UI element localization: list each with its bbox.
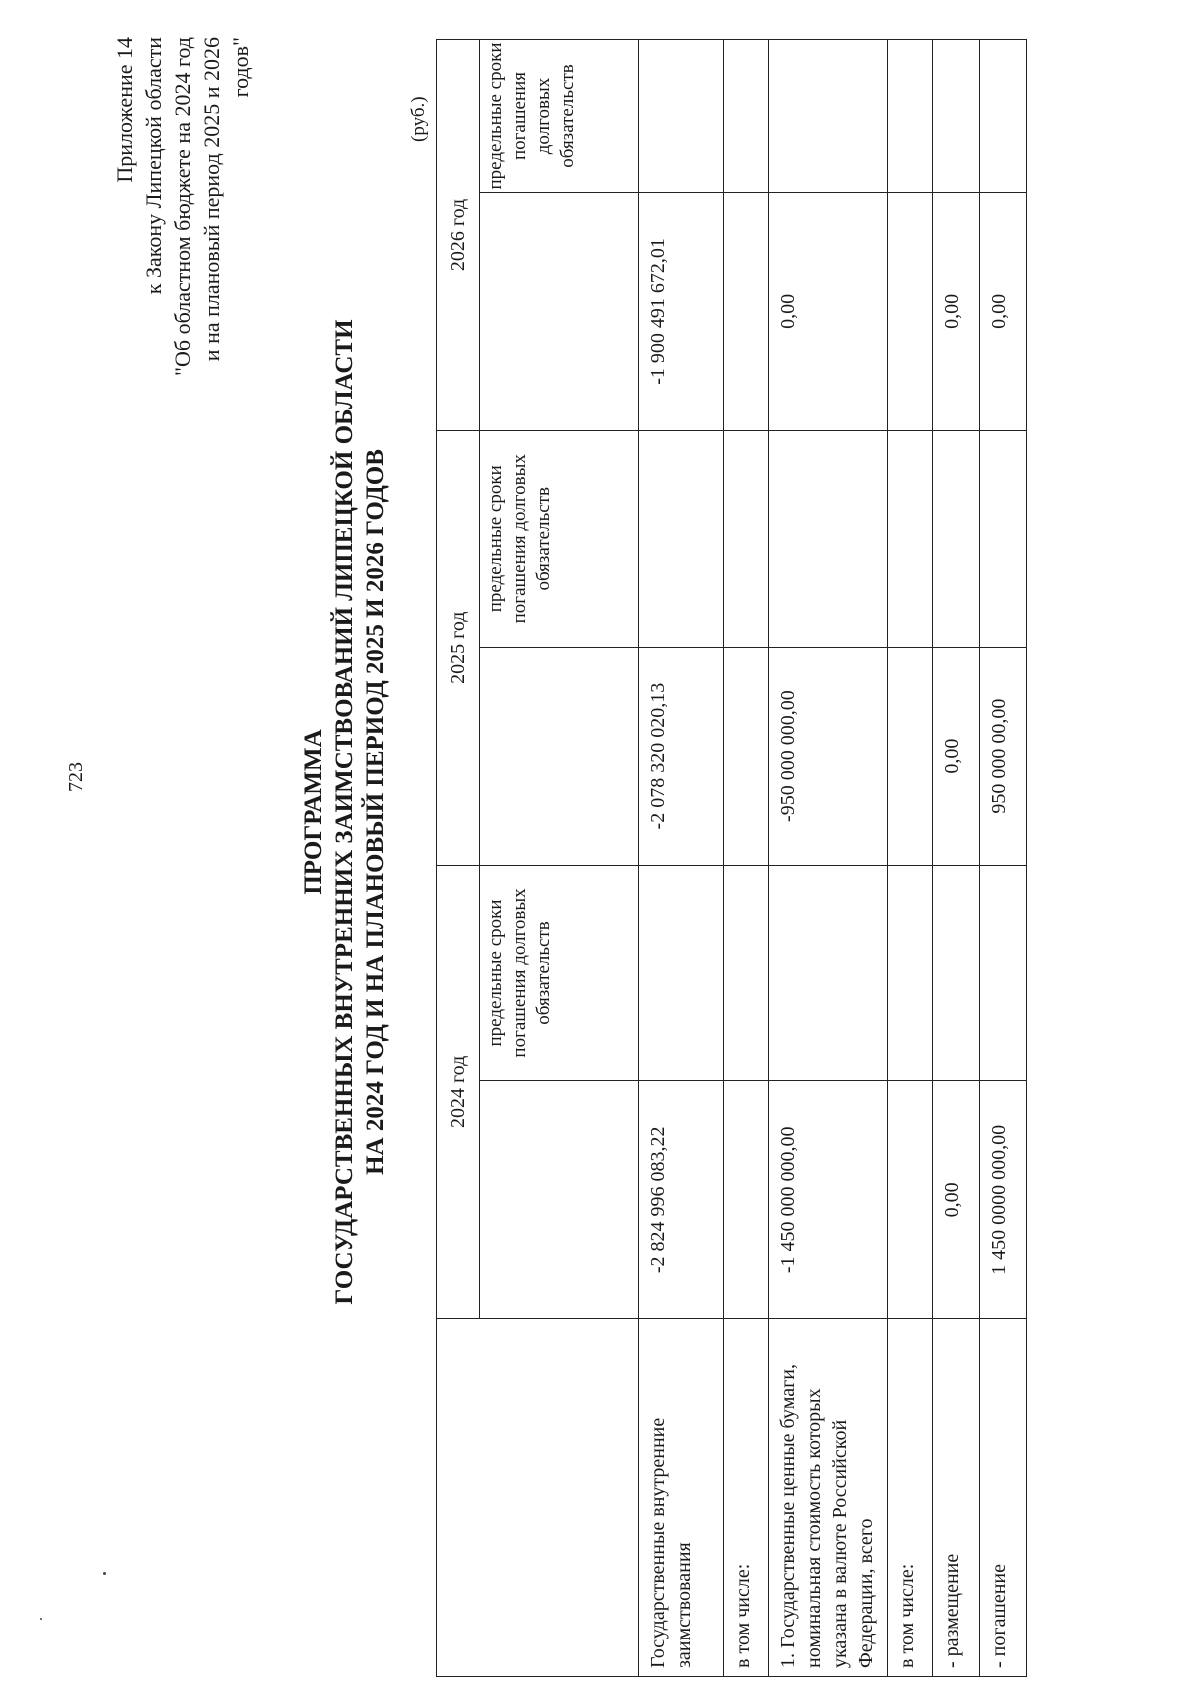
scan-speck bbox=[40, 1618, 42, 1620]
page-number: 723 bbox=[65, 762, 87, 792]
table-row bbox=[888, 40, 933, 1677]
header-term-2024: предельные сроки погашения долговых обязательств bbox=[480, 865, 639, 1081]
cell-term-2024 bbox=[639, 865, 724, 1081]
appendix-line-3: "Об областном бюджете на 2024 год bbox=[170, 37, 195, 376]
cell-amount-2026 bbox=[724, 193, 769, 431]
table-row bbox=[933, 40, 980, 1677]
cell-amount-2024: -1 450 000 000,00 bbox=[769, 1081, 888, 1319]
cell-term-2026 bbox=[769, 40, 888, 193]
title-line-1: ПРОГРАММА bbox=[300, 729, 327, 895]
header-row-years bbox=[437, 40, 480, 1677]
header-amount-2024 bbox=[480, 1081, 639, 1319]
title-line-3: НА 2024 ГОД И НА ПЛАНОВЫЙ ПЕРИОД 2025 И 2026 ГОДОВ bbox=[362, 449, 389, 1175]
cell-term-2026 bbox=[639, 40, 724, 193]
header-amount-2026 bbox=[480, 193, 639, 431]
appendix-note bbox=[110, 37, 255, 377]
cell-amount-2025 bbox=[724, 647, 769, 865]
cell-term-2025 bbox=[933, 430, 980, 647]
table-row bbox=[639, 40, 724, 1677]
row-label: - размещение bbox=[933, 1319, 980, 1677]
scan-speck bbox=[103, 1572, 106, 1575]
unit-label: (руб.) bbox=[408, 96, 429, 142]
header-year-2025: 2025 год bbox=[437, 430, 480, 865]
row-label: - погашение bbox=[980, 1319, 1027, 1677]
cell-term-2025 bbox=[724, 430, 769, 647]
cell-amount-2026: -1 900 491 672,01 bbox=[639, 193, 724, 431]
cell-amount-2025: -2 078 320 020,13 bbox=[639, 647, 724, 865]
cell-term-2024 bbox=[933, 865, 980, 1081]
header-corner-cell bbox=[437, 1319, 639, 1677]
cell-amount-2025: -950 000 000,00 bbox=[769, 647, 888, 865]
cell-term-2024 bbox=[888, 865, 933, 1081]
cell-term-2024 bbox=[980, 865, 1027, 1081]
cell-amount-2026 bbox=[888, 193, 933, 431]
cell-amount-2025: 0,00 bbox=[933, 647, 980, 865]
cell-term-2025 bbox=[769, 430, 888, 647]
cell-amount-2024: 1 450 0000 000,00 bbox=[980, 1081, 1027, 1319]
cell-amount-2025 bbox=[888, 647, 933, 865]
cell-amount-2024: 0,00 bbox=[933, 1081, 980, 1319]
cell-amount-2024: -2 824 996 083,22 bbox=[639, 1081, 724, 1319]
cell-amount-2024 bbox=[724, 1081, 769, 1319]
appendix-line-4: и на плановый период 2025 и 2026 годов" bbox=[199, 37, 253, 362]
cell-term-2026 bbox=[980, 40, 1027, 193]
row-label: 1. Государственные ценные бумаги, номинальная стоимость которых указана в валюте Российской Федерации, всего bbox=[769, 1319, 888, 1677]
cell-amount-2025: 950 000 00,00 bbox=[980, 647, 1027, 865]
title-line-2: ГОСУДАРСТВЕННЫХ ВНУТРЕННИХ ЗАИМСТВОВАНИЙ ЛИПЕЦКОЙ ОБЛАСТИ bbox=[331, 319, 358, 1305]
table-row bbox=[724, 40, 769, 1677]
row-label: в том числе: bbox=[888, 1319, 933, 1677]
table-row bbox=[980, 40, 1027, 1677]
appendix-line-1: Приложение 14 bbox=[112, 37, 137, 183]
cell-term-2025 bbox=[639, 430, 724, 647]
document-title bbox=[298, 77, 391, 1547]
header-term-2025: предельные сроки погашения долговых обязательств bbox=[480, 430, 639, 647]
cell-amount-2026: 0,00 bbox=[933, 193, 980, 431]
cell-term-2024 bbox=[724, 865, 769, 1081]
appendix-line-2: к Закону Липецкой области bbox=[141, 37, 166, 295]
header-term-2026: предельные сроки погашения долговых обязательств bbox=[480, 40, 639, 193]
cell-term-2025 bbox=[888, 430, 933, 647]
row-label: в том числе: bbox=[724, 1319, 769, 1677]
header-year-2024: 2024 год bbox=[437, 865, 480, 1319]
borrowing-program-table bbox=[436, 39, 1027, 1677]
header-year-2026: 2026 год bbox=[437, 40, 480, 431]
table-row bbox=[769, 40, 888, 1677]
cell-term-2026 bbox=[888, 40, 933, 193]
cell-term-2026 bbox=[724, 40, 769, 193]
cell-amount-2026: 0,00 bbox=[980, 193, 1027, 431]
cell-term-2026 bbox=[933, 40, 980, 193]
cell-term-2025 bbox=[980, 430, 1027, 647]
header-amount-2025 bbox=[480, 647, 639, 865]
cell-amount-2024 bbox=[888, 1081, 933, 1319]
cell-term-2024 bbox=[769, 865, 888, 1081]
row-label: Государственные внутренние заимствования bbox=[639, 1319, 724, 1677]
cell-amount-2026: 0,00 bbox=[769, 193, 888, 431]
